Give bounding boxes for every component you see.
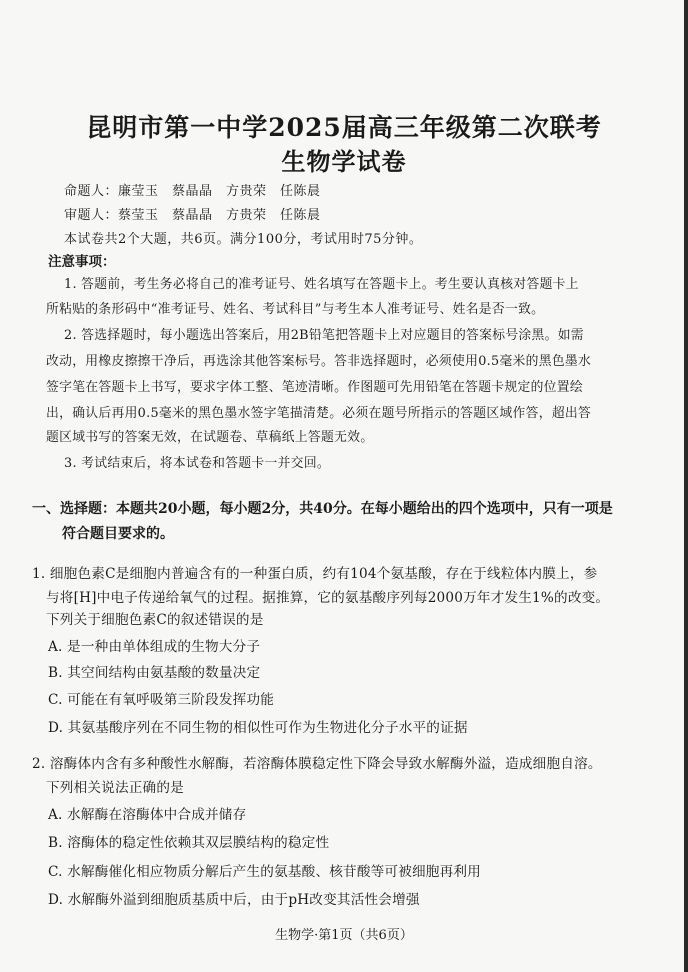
question-1-option-c: C. 可能在有氧呼吸第三阶段发挥功能 <box>48 692 275 708</box>
page-footer: 生物学·第1页（共6页） <box>275 928 413 943</box>
question-1-option-b: B. 其空间结构由氨基酸的数量决定 <box>48 665 261 681</box>
note-2-line-2: 改动，用橡皮擦擦干净后，再选涂其他答案标号。答非选择题时，必须使用0.5毫米的黑色墨水 <box>46 354 592 369</box>
scan-edge-shadow <box>684 0 688 972</box>
question-2-option-b: B. 溶酶体的稳定性依赖其双层膜结构的稳定性 <box>48 835 330 851</box>
question-1-stem-line-3: 下列关于细胞色素C的叙述错误的是 <box>46 612 264 628</box>
exam-subject: 生物学试卷 <box>281 147 407 176</box>
exam-info-line: 本试卷共2个大题，共6页。满分100分，考试用时75分钟。 <box>64 232 423 247</box>
note-2-line-4: 出，确认后再用0.5毫米的黑色墨水签字笔描清楚。必须在题号所指示的答题区域作答，超出答 <box>46 406 592 421</box>
reviewers-line: 审题人：蔡莹玉 蔡晶晶 方贵荣 任陈晨 <box>64 208 321 223</box>
question-2-stem-line-1: 2. 溶酶体内含有多种酸性水解酶，若溶酶体膜稳定性下降会导致水解酶外溢，造成细胞自溶。 <box>32 756 602 772</box>
note-2-line-3: 签字笔在答题卡上书写，要求字体工整、笔迹清晰。作图题可先用铅笔在答题卡规定的位置绘 <box>46 380 583 395</box>
notes-heading: 注意事项： <box>48 254 116 270</box>
exam-title: 昆明市第一中学2025届高三年级第二次联考 <box>86 113 602 142</box>
note-1-line-2: 所粘贴的条形码中“准考证号、姓名、考试科目”与考生本人准考证号、姓名是否一致。 <box>46 302 545 317</box>
question-1-stem-line-1: 1. 细胞色素C是细胞内普遍含有的一种蛋白质，约有104个氨基酸，存在于线粒体内膜上，参 <box>32 566 598 582</box>
question-2-stem-line-2: 下列相关说法正确的是 <box>46 780 184 796</box>
question-2-option-d: D. 水解酶外溢到细胞质基质中后，由于pH改变其活性会增强 <box>48 892 420 908</box>
note-1-line-1: 1. 答题前，考生务必将自己的准考证号、姓名填写在答题卡上。考生要认真核对答题卡上 <box>64 277 579 292</box>
section-1-heading-cont: 符合题目要求的。 <box>62 526 174 542</box>
question-2-option-a: A. 水解酶在溶酶体中合成并储存 <box>48 807 247 823</box>
note-2-line-1: 2. 答选择题时，每小题选出答案后，用2B铅笔把答题卡上对应题目的答案标号涂黑。如需 <box>64 328 584 343</box>
note-2-line-5: 题区域书写的答案无效，在试题卷、草稿纸上答题无效。 <box>46 430 374 445</box>
note-3-line-1: 3. 考试结束后，将本试卷和答题卡一并交回。 <box>64 456 331 471</box>
question-1-stem-line-2: 与将[H]中电子传递给氧气的过程。据推算，它的氨基酸序列每2000万年才发生1%的改变。 <box>46 590 610 606</box>
question-1-option-d: D. 其氨基酸序列在不同生物的相似性可作为生物进化分子水平的证据 <box>48 720 468 736</box>
question-2-option-c: C. 水解酶催化相应物质分解后产生的氨基酸、核苷酸等可被细胞再利用 <box>48 864 481 880</box>
proposers-line: 命题人：廉莹玉 蔡晶晶 方贵荣 任陈晨 <box>64 184 321 199</box>
section-1-heading: 一、选择题：本题共20小题，每小题2分，共40分。在每小题给出的四个选项中，只有一项是 <box>32 501 613 517</box>
question-1-option-a: A. 是一种由单体组成的生物大分子 <box>48 639 261 655</box>
